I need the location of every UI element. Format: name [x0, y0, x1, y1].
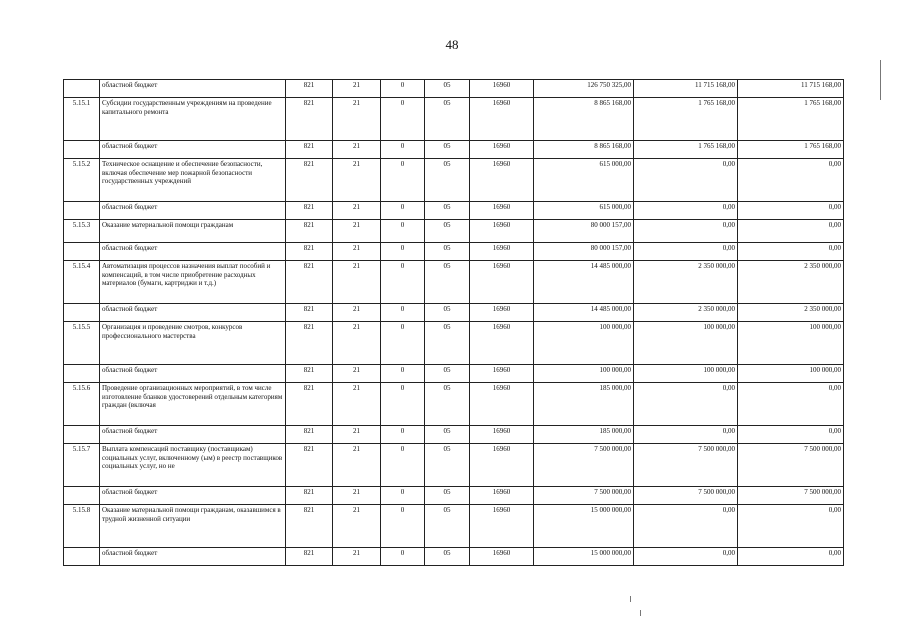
table-row-item [64, 220, 844, 243]
cell-code-4: 05 [425, 548, 470, 566]
cell-value-2: 0,00 [634, 220, 738, 243]
cell-code-4: 05 [425, 243, 470, 261]
cell-name-text: Проведение организационных мероприятий, в том числе изготовление бланков удостоверений отдельным категориям граждан (включая [102, 384, 283, 409]
cell-index [64, 243, 100, 261]
cell-value-2: 0,00 [634, 426, 738, 444]
cell-index [64, 304, 100, 322]
cell-code-4: 05 [425, 322, 470, 365]
cell-value-2: 0,00 [634, 202, 738, 220]
cell-value-3: 11 715 168,00 [738, 80, 844, 98]
cell-code-5: 16960 [470, 98, 534, 141]
cell-name [100, 444, 286, 487]
cell-code-2: 21 [333, 141, 381, 159]
cell-value-3: 0,00 [738, 383, 844, 426]
cell-value-1: 14 485 000,00 [534, 304, 634, 322]
cell-value-2: 2 350 000,00 [634, 304, 738, 322]
cell-code-2: 21 [333, 220, 381, 243]
page-number: 48 [445, 37, 459, 52]
cell-index: 5.15.1 [64, 98, 100, 141]
cell-code-4: 05 [425, 426, 470, 444]
cell-value-3: 0,00 [738, 243, 844, 261]
cell-code-2: 21 [333, 261, 381, 304]
cell-value-1: 615 000,00 [534, 159, 634, 202]
cell-code-3: 0 [381, 383, 425, 426]
cell-name-text: Оказание материальной помощи гражданам, оказавшимся в трудной жизненной ситуации [102, 506, 281, 523]
cell-code-1: 821 [286, 98, 333, 141]
cell-code-2: 21 [333, 505, 381, 548]
cell-code-1: 821 [286, 426, 333, 444]
cell-code-2: 21 [333, 487, 381, 505]
cell-value-3: 0,00 [738, 548, 844, 566]
cell-name-text: Организация и проведение смотров, конкурсов профессионального мастерства [102, 323, 243, 340]
cell-name [100, 202, 286, 220]
cell-value-2: 100 000,00 [634, 322, 738, 365]
cell-value-2: 0,00 [634, 505, 738, 548]
cell-name-text: Техническое оснащение и обеспечение безопасности, включая обеспечение мер пожарной безопасности государственных учреждений [102, 160, 263, 185]
cell-index: 5.15.2 [64, 159, 100, 202]
cell-code-3: 0 [381, 548, 425, 566]
cell-value-2: 0,00 [634, 548, 738, 566]
cell-code-2: 21 [333, 202, 381, 220]
cell-value-2: 0,00 [634, 383, 738, 426]
cell-code-3: 0 [381, 304, 425, 322]
cell-code-1: 821 [286, 159, 333, 202]
cell-name-text: Выплата компенсаций поставщику (поставщикам) социальных услуг, включенному (ым) в реестр поставщиков социальных услуг, но не [102, 445, 283, 470]
cell-code-3: 0 [381, 444, 425, 487]
cell-name [100, 383, 286, 426]
cell-code-2: 21 [333, 383, 381, 426]
cell-code-3: 0 [381, 220, 425, 243]
cell-code-3: 0 [381, 487, 425, 505]
table-row-item [64, 505, 844, 548]
cell-name [100, 141, 286, 159]
cell-name-text: Оказание материальной помощи гражданам [102, 221, 234, 229]
cell-name-text: областной бюджет [102, 81, 158, 89]
cell-code-5: 16960 [470, 80, 534, 98]
cell-name [100, 98, 286, 141]
cell-code-5: 16960 [470, 487, 534, 505]
cell-code-2: 21 [333, 304, 381, 322]
cell-code-4: 05 [425, 261, 470, 304]
cell-code-1: 821 [286, 322, 333, 365]
cell-code-4: 05 [425, 365, 470, 383]
table-row-item [64, 261, 844, 304]
cell-name-text: областной бюджет [102, 203, 158, 211]
cell-code-4: 05 [425, 202, 470, 220]
cell-index: 5.15.8 [64, 505, 100, 548]
cell-code-1: 821 [286, 487, 333, 505]
cell-code-5: 16960 [470, 261, 534, 304]
cell-name-text: областной бюджет [102, 549, 158, 557]
cell-value-1: 8 865 168,00 [534, 98, 634, 141]
cell-code-3: 0 [381, 202, 425, 220]
cell-code-4: 05 [425, 80, 470, 98]
cell-code-3: 0 [381, 261, 425, 304]
cell-value-3: 2 350 000,00 [738, 261, 844, 304]
cell-name-text: областной бюджет [102, 244, 158, 252]
cell-value-2: 1 765 168,00 [634, 98, 738, 141]
cell-value-2: 11 715 168,00 [634, 80, 738, 98]
table-row-subtotal [64, 202, 844, 220]
cell-name [100, 365, 286, 383]
cell-code-1: 821 [286, 383, 333, 426]
cell-code-3: 0 [381, 426, 425, 444]
cell-code-1: 821 [286, 365, 333, 383]
cell-value-3: 1 765 168,00 [738, 141, 844, 159]
cell-value-1: 185 000,00 [534, 426, 634, 444]
cell-name-text: областной бюджет [102, 427, 158, 435]
cell-index [64, 80, 100, 98]
cell-value-2: 7 500 000,00 [634, 487, 738, 505]
cell-value-3: 100 000,00 [738, 322, 844, 365]
cell-value-1: 80 000 157,00 [534, 243, 634, 261]
table-row-subtotal [64, 426, 844, 444]
cell-name-text: Субсидии государственным учреждениям на проведение капитального ремонта [102, 99, 272, 116]
cell-value-1: 15 000 000,00 [534, 505, 634, 548]
table-row-subtotal [64, 243, 844, 261]
cell-code-1: 821 [286, 202, 333, 220]
table-body [64, 80, 844, 566]
cell-name [100, 243, 286, 261]
cell-name [100, 426, 286, 444]
cell-code-1: 821 [286, 261, 333, 304]
cell-index [64, 548, 100, 566]
cell-value-3: 100 000,00 [738, 365, 844, 383]
scan-mark [880, 60, 881, 100]
cell-code-2: 21 [333, 159, 381, 202]
cell-code-5: 16960 [470, 444, 534, 487]
cell-index [64, 202, 100, 220]
cell-code-5: 16960 [470, 202, 534, 220]
cell-code-4: 05 [425, 383, 470, 426]
cell-name-text: Автоматизация процессов назначения выплат пособий и компенсаций, в том числе приобретение расходных материалов (бумаги, картриджи и т.д.) [102, 262, 271, 287]
cell-code-4: 05 [425, 141, 470, 159]
cell-code-2: 21 [333, 80, 381, 98]
cell-code-4: 05 [425, 98, 470, 141]
cell-code-1: 821 [286, 548, 333, 566]
cell-name [100, 159, 286, 202]
table-row-subtotal [64, 548, 844, 566]
table-row-item [64, 322, 844, 365]
cell-code-3: 0 [381, 159, 425, 202]
cell-value-1: 7 500 000,00 [534, 444, 634, 487]
cell-code-5: 16960 [470, 220, 534, 243]
cell-code-2: 21 [333, 322, 381, 365]
cell-code-2: 21 [333, 365, 381, 383]
cell-code-3: 0 [381, 80, 425, 98]
cell-index [64, 487, 100, 505]
cell-index: 5.15.5 [64, 322, 100, 365]
table-row-subtotal [64, 487, 844, 505]
cell-value-3: 2 350 000,00 [738, 304, 844, 322]
cell-value-3: 7 500 000,00 [738, 444, 844, 487]
table-row-item [64, 159, 844, 202]
cell-code-5: 16960 [470, 141, 534, 159]
cell-name [100, 220, 286, 243]
cell-name-text: областной бюджет [102, 488, 158, 496]
cell-code-1: 821 [286, 243, 333, 261]
cell-value-3: 0,00 [738, 426, 844, 444]
cell-code-1: 821 [286, 141, 333, 159]
cell-value-3: 0,00 [738, 505, 844, 548]
cell-value-2: 0,00 [634, 243, 738, 261]
cell-code-3: 0 [381, 505, 425, 548]
cell-name [100, 80, 286, 98]
table-row-item [64, 98, 844, 141]
cell-index: 5.15.4 [64, 261, 100, 304]
cell-code-3: 0 [381, 322, 425, 365]
cell-code-5: 16960 [470, 243, 534, 261]
cell-code-1: 821 [286, 444, 333, 487]
cell-code-2: 21 [333, 444, 381, 487]
cell-code-2: 21 [333, 243, 381, 261]
cell-index [64, 426, 100, 444]
cell-name-text: областной бюджет [102, 366, 158, 374]
cell-value-1: 7 500 000,00 [534, 487, 634, 505]
cell-value-1: 100 000,00 [534, 365, 634, 383]
cell-code-4: 05 [425, 304, 470, 322]
table-row-item [64, 383, 844, 426]
cell-value-3: 0,00 [738, 202, 844, 220]
cell-code-5: 16960 [470, 304, 534, 322]
cell-name [100, 261, 286, 304]
cell-name [100, 322, 286, 365]
cell-code-2: 21 [333, 548, 381, 566]
cell-index: 5.15.3 [64, 220, 100, 243]
cell-code-5: 16960 [470, 159, 534, 202]
cell-code-1: 821 [286, 505, 333, 548]
cell-code-4: 05 [425, 444, 470, 487]
cell-name [100, 304, 286, 322]
scan-mark [630, 596, 631, 602]
cell-code-2: 21 [333, 98, 381, 141]
scan-mark [640, 610, 641, 616]
cell-value-1: 14 485 000,00 [534, 261, 634, 304]
cell-name-text: областной бюджет [102, 142, 158, 150]
budget-table [63, 79, 844, 566]
cell-code-2: 21 [333, 426, 381, 444]
cell-index [64, 365, 100, 383]
cell-code-3: 0 [381, 243, 425, 261]
cell-code-3: 0 [381, 141, 425, 159]
cell-name [100, 505, 286, 548]
cell-value-1: 15 000 000,00 [534, 548, 634, 566]
cell-index [64, 141, 100, 159]
table-row-subtotal [64, 141, 844, 159]
cell-name [100, 548, 286, 566]
cell-value-1: 615 000,00 [534, 202, 634, 220]
cell-code-5: 16960 [470, 322, 534, 365]
cell-code-1: 821 [286, 304, 333, 322]
cell-value-1: 100 000,00 [534, 322, 634, 365]
cell-code-1: 821 [286, 80, 333, 98]
cell-index: 5.15.7 [64, 444, 100, 487]
cell-value-3: 0,00 [738, 159, 844, 202]
cell-value-3: 7 500 000,00 [738, 487, 844, 505]
cell-code-4: 05 [425, 487, 470, 505]
cell-index: 5.15.6 [64, 383, 100, 426]
cell-name-text: областной бюджет [102, 305, 158, 313]
cell-name [100, 487, 286, 505]
cell-value-1: 126 750 325,00 [534, 80, 634, 98]
table-row-item [64, 444, 844, 487]
cell-value-2: 7 500 000,00 [634, 444, 738, 487]
cell-code-1: 821 [286, 220, 333, 243]
cell-value-2: 2 350 000,00 [634, 261, 738, 304]
cell-value-2: 100 000,00 [634, 365, 738, 383]
cell-value-3: 1 765 168,00 [738, 98, 844, 141]
cell-value-1: 80 000 157,00 [534, 220, 634, 243]
cell-code-3: 0 [381, 98, 425, 141]
cell-value-1: 185 000,00 [534, 383, 634, 426]
cell-code-5: 16960 [470, 365, 534, 383]
cell-code-3: 0 [381, 365, 425, 383]
cell-code-4: 05 [425, 220, 470, 243]
cell-code-5: 16960 [470, 426, 534, 444]
cell-code-4: 05 [425, 159, 470, 202]
cell-code-5: 16960 [470, 548, 534, 566]
cell-code-5: 16960 [470, 505, 534, 548]
cell-code-5: 16960 [470, 383, 534, 426]
cell-value-2: 0,00 [634, 159, 738, 202]
cell-value-2: 1 765 168,00 [634, 141, 738, 159]
table-row-subtotal [64, 304, 844, 322]
cell-code-4: 05 [425, 505, 470, 548]
cell-value-1: 8 865 168,00 [534, 141, 634, 159]
table-row-subtotal [64, 80, 844, 98]
table-row-subtotal [64, 365, 844, 383]
cell-value-3: 0,00 [738, 220, 844, 243]
